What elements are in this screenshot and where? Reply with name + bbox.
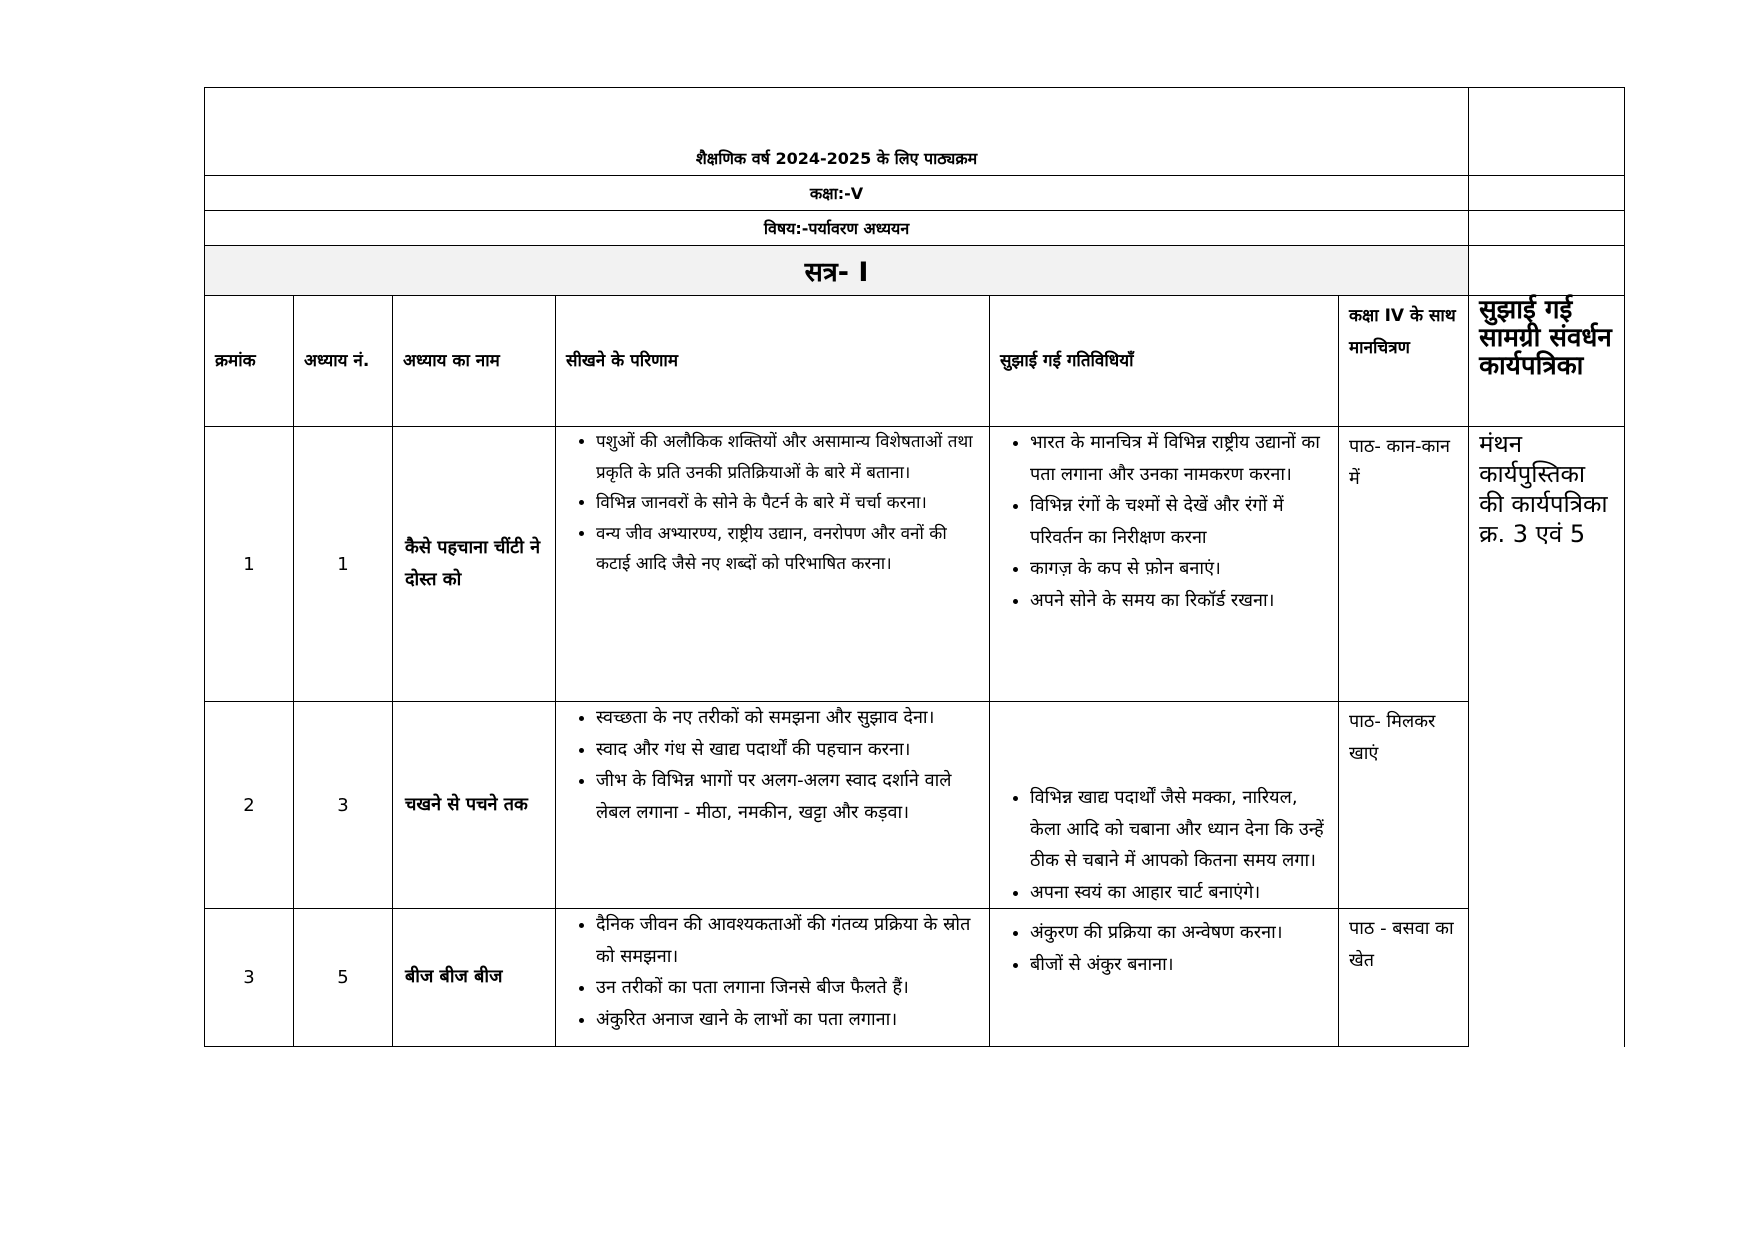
outcomes-cell [556,702,990,909]
mapping-cell: पाठ- कान-कान में [1339,427,1469,702]
mapping-cell: पाठ - बसवा का खेत [1339,909,1469,1047]
outcome-item: • स्वच्छता के नए तरीकों को समझना और सुझाव देना। [596,702,981,734]
outcome-item: • वन्य जीव अभ्यारण्य, राष्ट्रीय उद्यान, वनरोपण और वनों की कटाई आदि जैसे नए शब्दों को परिभाषित करना। [596,519,981,580]
activity-item: • विभिन्न रंगों के चश्मों से देखें और रंगों में परिवर्तन का निरीक्षण करना [1030,490,1330,553]
serial-cell: 2 [205,702,294,909]
blank-cell [1469,246,1625,296]
serial-cell: 3 [205,909,294,1047]
col-header-outcomes: सीखने के परिणाम [556,296,990,427]
chapter-no-cell: 1 [294,427,393,702]
activities-cell [990,702,1339,909]
chapter-name-cell: कैसे पहचाना चींटी ने दोस्त को [393,427,556,702]
blank-cell [1469,88,1625,176]
syllabus-table [204,87,1625,1047]
session-heading: सत्र- I [205,246,1469,296]
outcomes-cell [556,909,990,1047]
activity-item: • भारत के मानचित्र में विभिन्न राष्ट्रीय उद्यानों का पता लगाना और उनका नामकरण करना। [1030,427,1330,490]
outcome-item: • दैनिक जीवन की आवश्यकताओं की गंतव्य प्रक्रिया के स्रोत को समझना। [596,909,981,972]
activity-item: • अपना स्वयं का आहार चार्ट बनाएंगे। [1030,877,1330,909]
activities-cell [990,427,1339,702]
class-label: कक्षा:-V [205,176,1469,211]
chapter-no-cell: 5 [294,909,393,1047]
subject-label: विषय:-पर्यावरण अध्ययन [205,211,1469,246]
outcome-item: • जीभ के विभिन्न भागों पर अलग-अलग स्वाद दर्शाने वाले लेबल लगाना - मीठा, नमकीन, खट्टा और कड़वा। [596,765,981,828]
activity-item: • अपने सोने के समय का रिकॉर्ड रखना। [1030,585,1330,617]
table-row [205,909,1625,1047]
table-row [205,702,1625,909]
outcome-item: • उन तरीकों का पता लगाना जिनसे बीज फैलते हैं। [596,972,981,1004]
activity-item: • अंकुरण की प्रक्रिया का अन्वेषण करना। [1030,917,1330,949]
col-header-activities: सुझाई गई गतिविधियाँ [990,296,1339,427]
blank-cell [1469,211,1625,246]
chapter-name-cell: बीज बीज बीज [393,909,556,1047]
col-header-chapter-name: अध्याय का नाम [393,296,556,427]
col-header-mapping: कक्षा IV के साथ मानचित्रण [1339,296,1469,427]
activities-cell [990,909,1339,1047]
table-row [205,427,1625,702]
activity-item: • कागज़ के कप से फ़ोन बनाएं। [1030,553,1330,585]
serial-cell: 1 [205,427,294,702]
syllabus-title: शैक्षणिक वर्ष 2024-2025 के लिए पाठ्यक्रम [205,88,1469,176]
activity-item: • बीजों से अंकुर बनाना। [1030,949,1330,981]
outcome-item: • स्वाद और गंध से खाद्य पदार्थों की पहचान करना। [596,734,981,766]
col-header-chapter-no: अध्याय नं. [294,296,393,427]
outcome-item: • विभिन्न जानवरों के सोने के पैटर्न के बारे में चर्चा करना। [596,488,981,519]
material-cell: मंथन कार्यपुस्तिका की कार्यपत्रिका क्र. 3 एवं 5 [1469,427,1625,702]
material-cell-empty [1469,702,1625,909]
mapping-cell: पाठ- मिलकर खाएं [1339,702,1469,909]
outcomes-cell [556,427,990,702]
outcome-item: • पशुओं की अलौकिक शक्तियों और असामान्य विशेषताओं तथा प्रकृति के प्रति उनकी प्रतिक्रियाओं के बारे में बताना। [596,427,981,488]
col-header-material: सुझाई गई सामग्री संवर्धन कार्यपत्रिका [1469,296,1625,427]
chapter-name-cell: चखने से पचने तक [393,702,556,909]
material-cell-empty [1469,909,1625,1047]
activity-item: • विभिन्न खाद्य पदार्थों जैसे मक्का, नारियल, केला आदि को चबाना और ध्यान देना कि उन्हें ठीक से चबाने में आपको कितना समय लगा। [1030,782,1330,877]
header-row [205,296,1625,427]
blank-cell [1469,176,1625,211]
outcome-item: • अंकुरित अनाज खाने के लाभों का पता लगाना। [596,1004,981,1036]
chapter-no-cell: 3 [294,702,393,909]
col-header-serial: क्रमांक [205,296,294,427]
